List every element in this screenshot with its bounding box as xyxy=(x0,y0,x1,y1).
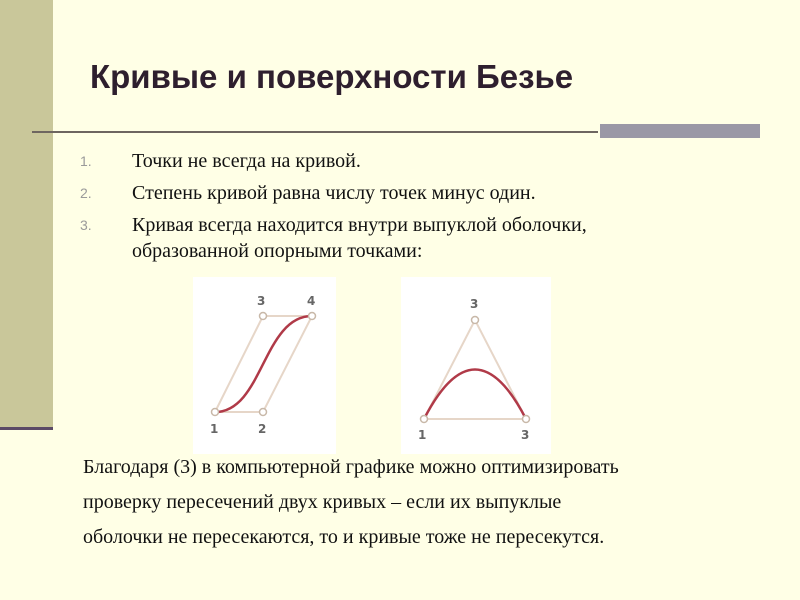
sidebar-underline xyxy=(0,427,53,430)
point-label: 3 xyxy=(470,297,479,311)
cubic-bezier-diagram xyxy=(193,277,336,454)
list-number: 2. xyxy=(80,185,92,201)
point-label: 1 xyxy=(210,422,219,436)
sidebar-decoration xyxy=(0,0,53,427)
list-item xyxy=(80,212,780,264)
title-divider xyxy=(32,131,598,133)
point-label: 3 xyxy=(257,294,266,308)
list-item-text-line: образованной опорными точками: xyxy=(132,240,423,262)
point-label: 2 xyxy=(258,422,267,436)
list-item xyxy=(80,180,780,206)
list-number: 3. xyxy=(80,217,92,233)
list-item-text-line: Кривая всегда находится внутри выпуклой оболочки, xyxy=(132,214,587,236)
point-label: 4 xyxy=(307,294,316,308)
control-point-4 xyxy=(309,313,316,320)
control-point-2 xyxy=(260,409,267,416)
paragraph-line: проверку пересечений двух кривых – если их выпуклые xyxy=(83,491,562,513)
control-point-top xyxy=(472,317,479,324)
list-item xyxy=(80,148,780,174)
list-item-text: Точки не всегда на кривой. xyxy=(132,150,361,172)
control-point-1 xyxy=(212,409,219,416)
control-point-right xyxy=(523,416,530,423)
property-list xyxy=(80,148,780,270)
bezier-curve xyxy=(215,316,312,412)
cubic-bezier-figure xyxy=(193,277,336,454)
control-point-left xyxy=(421,416,428,423)
list-item-text: Степень кривой равна числу точек минус один. xyxy=(132,182,536,204)
bezier-curve xyxy=(424,370,526,420)
control-point-3 xyxy=(260,313,267,320)
quadratic-bezier-figure xyxy=(401,277,551,454)
quadratic-bezier-diagram xyxy=(401,277,551,454)
paragraph-line: оболочки не пересекаются, то и кривые тоже не пересекутся. xyxy=(83,526,605,548)
page-title: Кривые и поверхности Безье xyxy=(90,58,574,95)
point-label: 3 xyxy=(521,428,530,442)
list-number: 1. xyxy=(80,153,92,169)
conclusion-paragraph xyxy=(83,450,783,555)
paragraph-line: Благодаря (3) в компьютерной графике можно оптимизировать xyxy=(83,456,619,478)
divider-accent-block xyxy=(600,124,760,138)
point-label: 1 xyxy=(418,428,427,442)
